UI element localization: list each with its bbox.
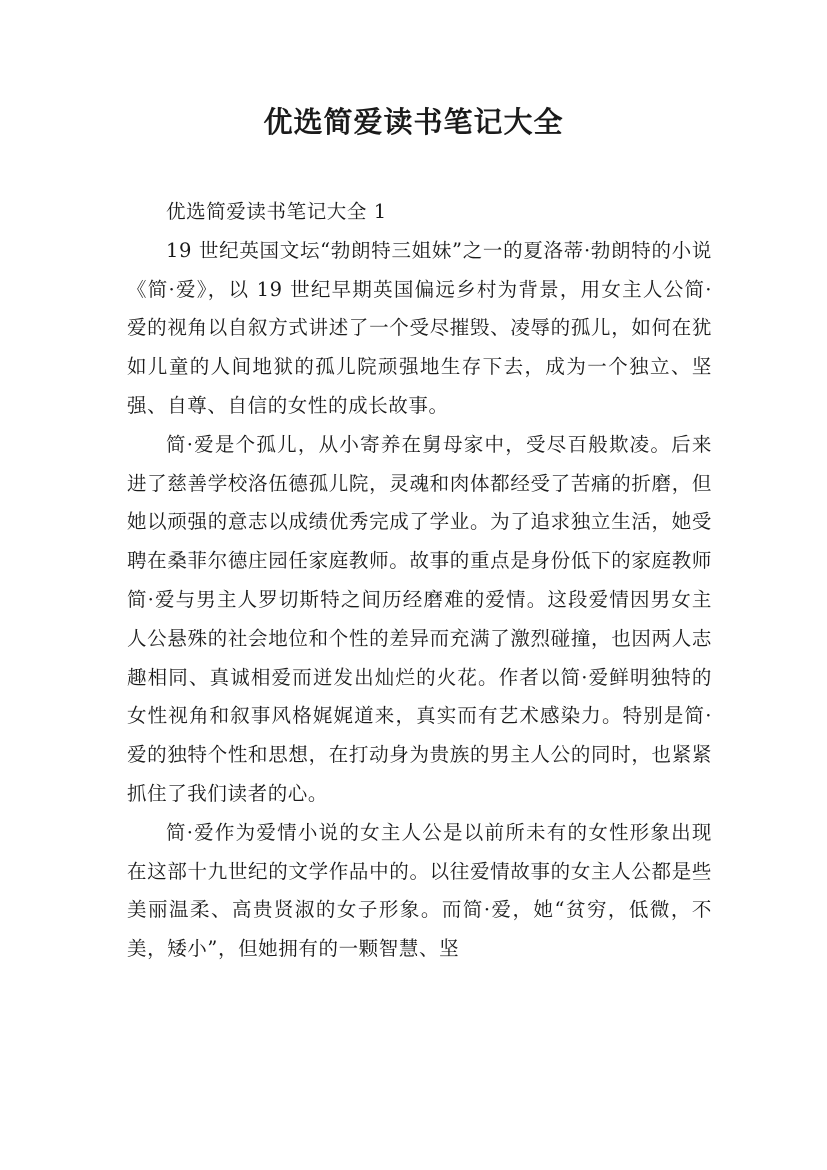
paragraph: 简·爱作为爱情小说的女主人公是以前所未有的女性形象出现在这部十九世纪的文学作品中的。以往爱情故事的女主人公都是些美丽温柔、高贵贤淑的女子形象。而简·爱，她“贫穷，低微，不美，矮小”，但她拥有的一颗智慧、坚 [127, 820, 712, 961]
paragraph: 简·爱是个孤儿，从小寄养在舅母家中，受尽百般欺凌。后来进了慈善学校洛伍德孤儿院，灵魂和肉体都经受了苦痛的折磨，但她以顽强的意志以成绩优秀完成了学业。为了追求独立生活，她受聘在桑菲尔德庄园任家庭教师。故事的重点是身份低下的家庭教师简·爱与男主人罗切斯特之间历经磨难的爱情。这段爱情因男女主人公悬殊的社会地位和个性的差异而充满了激烈碰撞，也因两人志趣相同、真诚相爱而迸发出灿烂的火花。作者以简·爱鲜明独特的女性视角和叙事风格娓娓道来，真实而有艺术感染力。特别是简·爱的独特个性和思想，在打动身为贵族的男主人公的同时，也紧紧抓住了我们读者的心。 [127, 432, 712, 805]
document-title: 优选简爱读书笔记大全 [263, 105, 564, 139]
section-heading: 优选简爱读书笔记大全 1 [166, 200, 387, 223]
paragraph: 19 世纪英国文坛“勃朗特三姐妹”之一的夏洛蒂·勃朗特的小说《简·爱》，以 19 世纪早期英国偏远乡村为背景，用女主人公简·爱的视角以自叙方式讲述了一个受尽摧毁、凌辱的孤儿，如何在犹如儿童的人间地狱的孤儿院顽强地生存下去，成为一个独立、坚强、自尊、自信的女性的成长故事。 [127, 238, 712, 417]
document-body [127, 193, 712, 969]
